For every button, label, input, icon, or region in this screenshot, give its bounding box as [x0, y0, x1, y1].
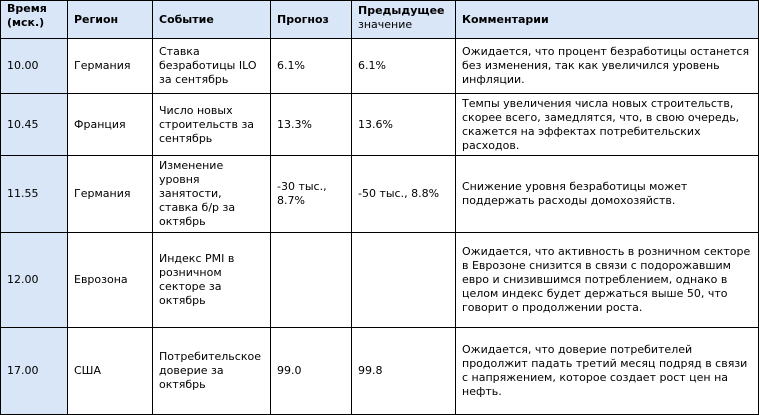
- header-comments: Комментарии: [456, 1, 759, 39]
- header-previous-line1: Предыдущее: [358, 4, 445, 17]
- row-time: 11.55: [1, 156, 68, 233]
- header-time-line1: Время: [7, 2, 47, 15]
- row-forecast: 6.1%: [271, 39, 352, 94]
- table-row: [1, 94, 759, 156]
- row-region: Еврозона: [68, 233, 153, 328]
- row-previous: -50 тыс., 8.8%: [352, 156, 456, 233]
- row-previous: 99.8: [352, 328, 456, 415]
- row-time: 12.00: [1, 233, 68, 328]
- row-forecast: -30 тыс., 8.7%: [271, 156, 352, 233]
- row-event: Ставка безработицы ILO за сентябрь: [153, 39, 271, 94]
- row-forecast: [271, 233, 352, 328]
- row-comment: Снижение уровня безработицы может поддержать расходы домохозяйств.: [456, 156, 759, 233]
- header-previous-line2: значение: [358, 18, 413, 31]
- row-time: 10.00: [1, 39, 68, 94]
- header-previous: [352, 1, 456, 39]
- row-comment: Темпы увеличения числа новых строительств, скорее всего, замедлятся, что, в свою очередь, скажется на эффектах потребительских расходов.: [456, 94, 759, 156]
- table-row: [1, 156, 759, 233]
- row-previous: [352, 233, 456, 328]
- row-event: Потребительское доверие за октябрь: [153, 328, 271, 415]
- header-forecast: Прогноз: [271, 1, 352, 39]
- row-region: Германия: [68, 156, 153, 233]
- header-region: Регион: [68, 1, 153, 39]
- row-region: Германия: [68, 39, 153, 94]
- table-row: [1, 233, 759, 328]
- row-time: 10.45: [1, 94, 68, 156]
- header-row: [1, 1, 759, 39]
- row-event: Изменение уровня занятости, ставка б/р за октябрь: [153, 156, 271, 233]
- table-row: [1, 328, 759, 415]
- row-previous: 13.6%: [352, 94, 456, 156]
- row-comment: Ожидается, что процент безработицы останется без изменения, так как увеличился уровень инфляции.: [456, 39, 759, 94]
- table-row: [1, 39, 759, 94]
- header-time-line2: (мск.): [7, 16, 45, 29]
- row-region: Франция: [68, 94, 153, 156]
- row-comment: Ожидается, что доверие потребителей продолжит падать третий месяц подряд в связи с напряжением, которое создает рост цен на нефть.: [456, 328, 759, 415]
- row-event: Число новых строительств за сентябрь: [153, 94, 271, 156]
- row-time: 17.00: [1, 328, 68, 415]
- row-region: США: [68, 328, 153, 415]
- row-forecast: 13.3%: [271, 94, 352, 156]
- row-event: Индекс PMI в розничном секторе за октябрь: [153, 233, 271, 328]
- row-comment: Ожидается, что активность в розничном секторе в Еврозоне снизится в связи с подорожавшим евро и снизившимся потреблением, однако в целом индекс будет держаться выше 50, что говорит о продолжении роста.: [456, 233, 759, 328]
- header-time: [1, 1, 68, 39]
- row-forecast: 99.0: [271, 328, 352, 415]
- header-event: Событие: [153, 1, 271, 39]
- row-previous: 6.1%: [352, 39, 456, 94]
